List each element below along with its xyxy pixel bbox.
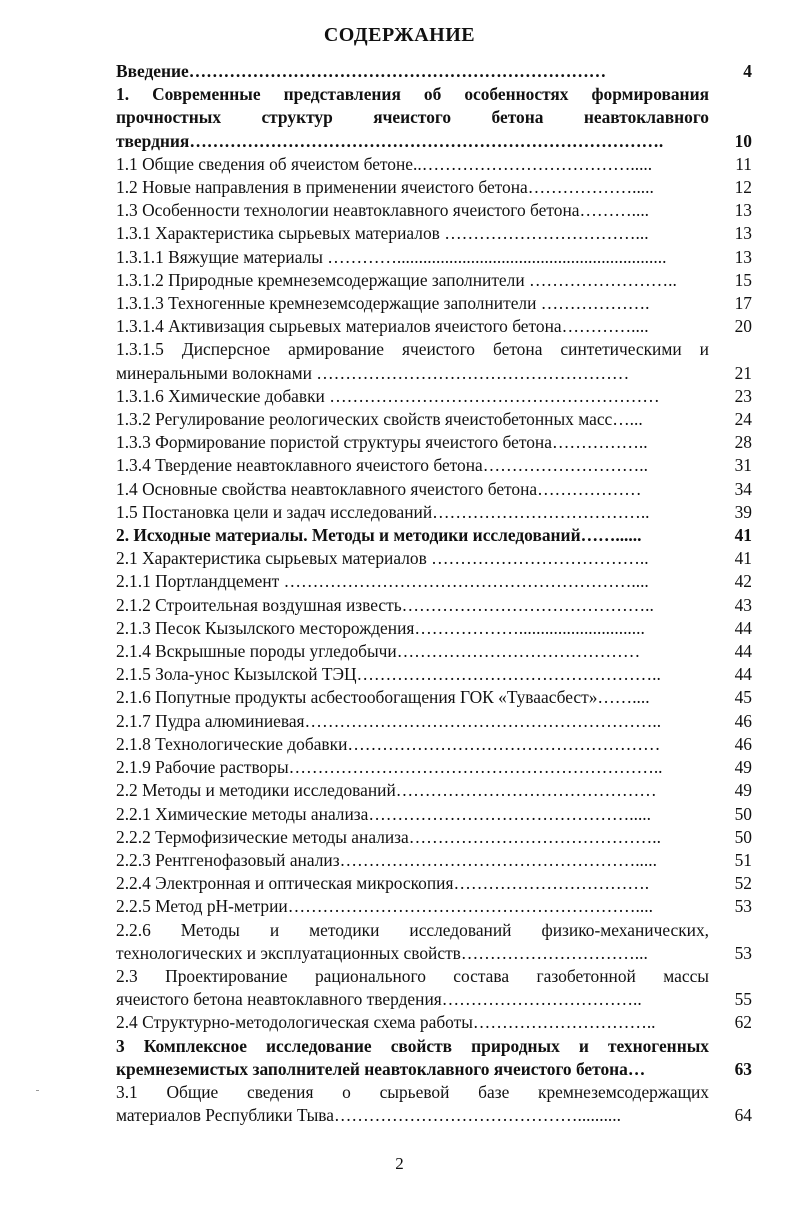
toc-entry-line: твердния………………………………………………………………………. (116, 130, 664, 151)
toc-page-number: 45 (734, 687, 752, 708)
toc-entry (116, 385, 752, 408)
toc-entry (116, 153, 752, 176)
toc-page-number: 55 (734, 989, 752, 1010)
toc-entry-text: 1.4 Основные свойства неавтоклавного ячеистого бетона……………… (116, 478, 642, 499)
toc-entry (116, 663, 752, 686)
toc-page-number: 24 (734, 409, 752, 430)
toc-entry-line: технологических и эксплуатационных свойств…………………………... (116, 942, 648, 963)
toc-entry (116, 919, 752, 965)
toc-entry (116, 222, 752, 245)
toc-entry-text: 1.3.1.2 Природные кремнеземсодержащие заполнители …………………….. (116, 269, 677, 290)
toc-page-number: 51 (734, 849, 752, 870)
toc-page-number: 49 (734, 757, 752, 778)
toc-page-number: 53 (734, 942, 752, 963)
toc-entry (116, 686, 752, 709)
toc-page-number: 49 (734, 780, 752, 801)
toc-page-number: 63 (734, 1058, 752, 1079)
toc-page-number: 50 (734, 803, 752, 824)
toc-page-number: 44 (734, 617, 752, 638)
toc-entry-text: 1.3.1.1 Вяжущие материалы ………….............................................................. (116, 246, 667, 267)
toc-page-number: 12 (734, 177, 752, 198)
toc-entry (116, 408, 752, 431)
toc-entry-text: 1.3.1.3 Техногенные кремнеземсодержащие заполнители ………………. (116, 293, 650, 314)
toc-entry-text: 1.3.3 Формирование пористой структуры ячеистого бетона…………….. (116, 432, 648, 453)
page-number: 2 (395, 1154, 404, 1173)
toc-entry-line: минеральными волокнами ……………………………………………… (116, 362, 630, 383)
toc-entry (116, 1035, 752, 1081)
toc-entry (116, 849, 752, 872)
toc-entry-text: 2.1.6 Попутные продукты асбестообогащения ГОК «Туваасбест»…….... (116, 687, 650, 708)
toc-entry (116, 733, 752, 756)
toc-entry (116, 292, 752, 315)
toc-page-number: 34 (734, 478, 752, 499)
toc-entry-text: 2.1.4 Вскрышные породы угледобычи…………………………………… (116, 641, 641, 662)
toc-entry (116, 269, 752, 292)
toc-entry (116, 570, 752, 593)
toc-entry-text (116, 919, 709, 965)
scan-mark (36, 1090, 39, 1091)
toc-entry (116, 779, 752, 802)
toc-entry (116, 478, 752, 501)
toc-entry-text: 2.2.1 Химические методы анализа………………………………………..... (116, 803, 651, 824)
toc-page-number: 41 (734, 548, 752, 569)
toc-entry-text: 2.1 Характеристика сырьевых материалов ……………………………….. (116, 548, 649, 569)
toc-entry-text: 1.3.1.4 Активизация сырьевых материалов ячеистого бетона………….... (116, 316, 649, 337)
toc-entry (116, 710, 752, 733)
toc-entry-text (116, 1081, 709, 1127)
toc-entry-line: 3.1 Общие сведения о сырьевой базе кремнеземсодержащих (116, 1081, 709, 1102)
toc-page-number: 46 (734, 710, 752, 731)
toc-entry (116, 756, 752, 779)
toc-page-number: 44 (734, 664, 752, 685)
toc-page-number: 46 (734, 733, 752, 754)
toc-entry-text: 1.3.1 Характеристика сырьевых материалов ……………………………... (116, 223, 649, 244)
toc-entry-line: материалов Республики Тыва…………………………………….......... (116, 1105, 621, 1126)
toc-entry (116, 524, 752, 547)
page-title: СОДЕРЖАНИЕ (323, 24, 476, 46)
toc-entry-text: 2.1.3 Песок Кызылского месторождения………………............................. (116, 617, 645, 638)
toc-entry-text: 2.1.8 Технологические добавки……………………………………………… (116, 733, 661, 754)
toc-entry-text: 1.1 Общие сведения об ячеистом бетоне..………………………………..... (116, 153, 653, 174)
table-of-contents (116, 60, 752, 1127)
toc-entry-text: 2.2.2 Термофизические методы анализа…………………………………….. (116, 826, 661, 847)
toc-entry-text: 2.2.4 Электронная и оптическая микроскопия……………………………. (116, 873, 650, 894)
toc-entry (116, 803, 752, 826)
toc-page-number: 41 (734, 525, 752, 546)
toc-entry-text (116, 338, 709, 384)
toc-page-number: 10 (734, 130, 752, 151)
toc-entry (116, 826, 752, 849)
toc-entry-text: 1.3.4 Твердение неавтоклавного ячеистого бетона……………………….. (116, 455, 648, 476)
toc-page-number: 21 (734, 362, 752, 383)
toc-page-number: 20 (734, 316, 752, 337)
toc-entry (116, 640, 752, 663)
toc-entry-text: 2. Исходные материалы. Методы и методики исследований……...... (116, 525, 642, 546)
toc-entry-text: 2.1.2 Строительная воздушная известь…………………………………….. (116, 594, 654, 615)
toc-page-number: 4 (743, 61, 752, 81)
toc-page-number: 53 (734, 896, 752, 917)
toc-page-number: 42 (734, 571, 752, 592)
toc-entry-line: 1. Современные представления об особенностях формирования (116, 84, 709, 105)
toc-entry-text: 1.3 Особенности технологии неавтоклавного ячеистого бетона……….... (116, 200, 650, 221)
toc-entry-text (116, 1035, 709, 1081)
toc-page-number: 52 (734, 873, 752, 894)
toc-entry-text: 2.1.9 Рабочие растворы……………………………………………………….. (116, 757, 663, 778)
toc-page-number: 17 (734, 293, 752, 314)
toc-page-number: 28 (734, 432, 752, 453)
toc-entry (116, 895, 752, 918)
toc-entry-text: 1.2 Новые направления в применении ячеистого бетона………………..... (116, 177, 654, 198)
toc-entry (116, 965, 752, 1011)
toc-entry-text: 1.3.1.6 Химические добавки ………………………………………………… (116, 385, 660, 406)
toc-entry (116, 1011, 752, 1034)
toc-entry (116, 617, 752, 640)
toc-entry-text: 2.1.5 Зола-унос Кызылской ТЭЦ…………………………………………….. (116, 664, 661, 685)
toc-entry (116, 83, 752, 153)
toc-entry (116, 1081, 752, 1127)
toc-page-number: 23 (734, 385, 752, 406)
toc-page-number: 62 (734, 1012, 752, 1033)
toc-entry-text: 1.3.2 Регулирование реологических свойств ячеистобетонных масс…... (116, 409, 643, 430)
toc-entry-text: 2.2 Методы и методики исследований……………………………………… (116, 780, 657, 801)
toc-entry-line: 2.2.6 Методы и методики исследований физико-механических, (116, 919, 709, 940)
toc-page-number: 11 (735, 153, 752, 174)
toc-page-number: 13 (734, 223, 752, 244)
toc-entry-line: 2.3 Проектирование рационального состава газобетонной массы (116, 965, 709, 986)
toc-page-number: 31 (734, 455, 752, 476)
toc-entry (116, 594, 752, 617)
toc-entry-line: прочностных структур ячеистого бетона неавтоклавного (116, 107, 709, 128)
toc-entry (116, 872, 752, 895)
toc-entry-line: 3 Комплексное исследование свойств природных и техногенных (116, 1035, 709, 1056)
toc-entry (116, 431, 752, 454)
toc-entry-text (116, 965, 709, 1011)
toc-entry (116, 199, 752, 222)
toc-entry (116, 547, 752, 570)
toc-page-number: 50 (734, 826, 752, 847)
toc-entry (116, 338, 752, 384)
toc-entry-text (116, 83, 709, 153)
toc-entry-text: 2.1.1 Портландцемент …………………………………………………….... (116, 571, 649, 592)
toc-entry (116, 176, 752, 199)
toc-page-number: 43 (734, 594, 752, 615)
toc-page-number: 39 (734, 501, 752, 522)
toc-entry-text: 2.2.5 Метод рН-метрии…………………………………………………….... (116, 896, 653, 917)
toc-entry-line: ячеистого бетона неавтоклавного твердения…………………………….. (116, 989, 642, 1010)
toc-entry (116, 454, 752, 477)
toc-entry-text: 2.1.7 Пудра алюминиевая…………………………………………………….. (116, 710, 662, 731)
toc-entry (116, 501, 752, 524)
toc-entry (116, 60, 752, 83)
toc-entry-text: 1.5 Постановка цели и задач исследований……………………………….. (116, 501, 650, 522)
toc-page-number: 13 (734, 246, 752, 267)
toc-entry-line: кремнеземистых заполнителей неавтоклавного ячеистого бетона… (116, 1058, 646, 1079)
toc-entry (116, 315, 752, 338)
toc-page-number: 13 (734, 200, 752, 221)
toc-page-number: 44 (734, 641, 752, 662)
toc-page-number: 64 (734, 1105, 752, 1126)
toc-entry-text: 2.2.3 Рентгенофазовый анализ……………………………………………..... (116, 849, 657, 870)
toc-entry-line: 1.3.1.5 Дисперсное армирование ячеистого бетона синтетическими и (116, 339, 709, 360)
toc-page-number: 15 (734, 269, 752, 290)
toc-entry-text: Введение……………………………………………………………… (116, 61, 607, 81)
toc-entry (116, 246, 752, 269)
toc-entry-text: 2.4 Структурно-методологическая схема работы………………………….. (116, 1012, 656, 1033)
